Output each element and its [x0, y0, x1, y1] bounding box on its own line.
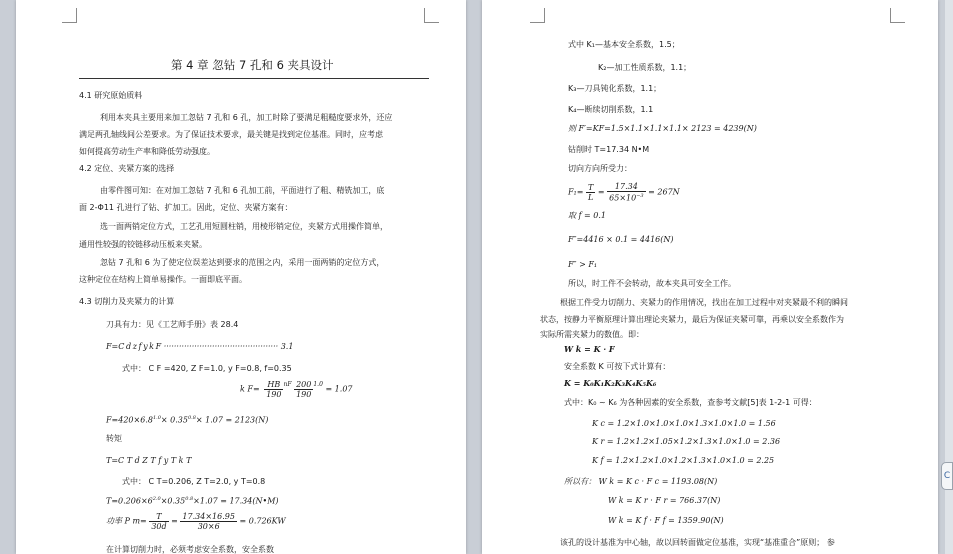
- body-text: 在计算切削力时，必须考虑安全系数，安全系数: [106, 545, 274, 554]
- formula-wk-c: 所以有： W k = K c · F c = 1193.08(N): [564, 477, 718, 486]
- formula-friction-force: F″=4416 × 0.1 = 4416(N): [568, 235, 674, 244]
- legend-line: K₃—刀具钝化系数，1.1；: [568, 84, 662, 93]
- body-text: 切向方向所受力：: [568, 164, 632, 173]
- formula-kf: k F= $\frac{HB}{190}$ $^{nF}$ $\frac{200}{190}$ $^{1.0}$ = 1.07: [240, 380, 353, 399]
- scroll-handle[interactable]: C: [941, 462, 953, 490]
- section-heading: 4.3 切削力及夹紧力的计算: [79, 297, 175, 306]
- formula-compare: F″ > F₁: [568, 260, 598, 269]
- body-text: 安全系数 K 可按下式计算有：: [564, 362, 671, 371]
- formula-safety-factor: K = K₀K₁K₂K₃K₄K₅K₆: [564, 378, 657, 388]
- formula-kf: K f = 1.2×1.2×1.0×1.2×1.3×1.0×1.0 = 2.25: [592, 456, 775, 465]
- body-text: 刀具有力：见《工艺师手册》表 28.4: [106, 320, 239, 329]
- formula-torque-result: $T=0.206\times 6^{2.0}\times 0.35^{0.8}\times 1.07$ = 17.34(N•M): [106, 496, 279, 506]
- document-page-right: [482, 0, 938, 554]
- body-text: 所以，时工件不会转动，故本夹具可安全工作。: [568, 279, 736, 288]
- legend-line: K₂—加工性质系数，1.1；: [598, 63, 692, 72]
- formula-wk-f: W k = K f · F f = 1359.90(N): [608, 516, 724, 525]
- formula-tangential-force: F₁= $\frac{T}{L}$ = $\frac{17.34}{65\times 10^{-3}}$ = 267N: [568, 182, 680, 203]
- formula-force-result: $F=420\times 6.8^{1.0}\times 0.35^{0.8}\times 1.07 = 2123(N)$: [106, 415, 269, 425]
- body-text: 式中：K₀ ~ K₆ 为各种因素的安全系数，查参考文献[5]表 1-2-1 可得：: [564, 398, 817, 407]
- legend-line: K₄—断续切削系数，1.1: [568, 105, 654, 114]
- title-rule: [79, 78, 429, 79]
- formula-safety-force: 则 F′=KF=1.5×1.1×1.1×1.1× 2123 = 4239(N): [568, 124, 757, 133]
- body-text: 状态，按静力平衡原理计算出理论夹紧力，最后为保证夹紧可靠，再乘以安全系数作为: [540, 315, 844, 324]
- body-text: 这种定位在结构上简单易操作。一面即底平面。: [79, 275, 247, 284]
- body-text: 实际所需夹紧力的数值。即：: [540, 330, 644, 339]
- chapter-title: 第 4 章 忽钻 7 孔和 6 夹具设计: [171, 58, 334, 72]
- body-text: 钻削时 T=17.34 N•M: [568, 145, 650, 154]
- page-corner-mark: [62, 8, 77, 23]
- section-heading: 4.2 定位、夹紧方案的选择: [79, 164, 175, 173]
- body-text: 如何提高劳动生产率和降低劳动强度。: [79, 147, 215, 156]
- page-corner-mark: [424, 8, 439, 23]
- document-page-left: [16, 0, 466, 554]
- formula-wk-r: W k = K r · F r = 766.37(N): [608, 496, 721, 505]
- body-text: 该孔的设计基准为中心轴，故以回转面做定位基准，实现“基准重合”原则； 参: [560, 538, 835, 547]
- formula-torque: T=C T d Z T f y T k T: [106, 456, 192, 465]
- body-text: 面 2-Φ11 孔进行了钻、扩加工。因此，定位、夹紧方案有：: [79, 203, 293, 212]
- body-text: 由零件图可知：在对加工忽钻 7 孔和 6 孔加工前，平面进行了粗、精铣加工，底: [100, 186, 385, 195]
- page-corner-mark: [890, 8, 905, 23]
- body-text: 忽钻 7 孔和 6 为了使定位误差达到要求的范围之内，采用一面两销的定位方式，: [100, 258, 385, 267]
- body-text: 选一面两销定位方式，工艺孔用短圆柱销，用棱形销定位，夹紧方式用操作简单，: [100, 222, 388, 231]
- body-text: 通用性较强的铰链移动压板来夹紧。: [79, 240, 207, 249]
- formula-kc: K c = 1.2×1.0×1.0×1.0×1.3×1.0×1.0 = 1.56: [592, 419, 776, 428]
- page-corner-mark: [530, 8, 545, 23]
- torque-heading: 转矩: [106, 434, 122, 443]
- body-text: 根据工件受力切削力、夹紧力的作用情况，找出在加工过程中对夹紧最不利的瞬间: [560, 298, 848, 307]
- legend-line: 式中 K₁—基本安全系数，1.5；: [568, 40, 680, 49]
- formula-friction: 取 f = 0.1: [568, 211, 607, 220]
- formula-coefficients: 式中： C F =420, Z F=1.0, y F=0.8, f=0.35: [122, 364, 292, 373]
- formula-torque-coefficients: 式中： C T=0.206, Z T=2.0, y T=0.8: [122, 477, 266, 486]
- formula-kr: K r = 1.2×1.2×1.05×1.2×1.3×1.0×1.0 = 2.36: [592, 437, 781, 446]
- section-heading: 4.1 研究原始质料: [79, 91, 143, 100]
- body-text: 满足两孔轴线间公差要求。为了保证技术要求，最关键是找到定位基准。同时，应考虑: [79, 130, 383, 139]
- formula-clamp-force: W k = K · F: [564, 344, 615, 354]
- formula-power: 功率 P m= $\frac{T}{30d}$ = $\frac{17.34\times 16.95}{30\times 6}$ = 0.726KW: [106, 512, 286, 531]
- body-text: 利用本夹具主要用来加工忽钻 7 孔和 6 孔，加工时除了要满足粗糙度要求外，还应: [100, 113, 393, 122]
- formula-cutting-force: F=C d z f y k F ············································· 3.1: [106, 342, 294, 351]
